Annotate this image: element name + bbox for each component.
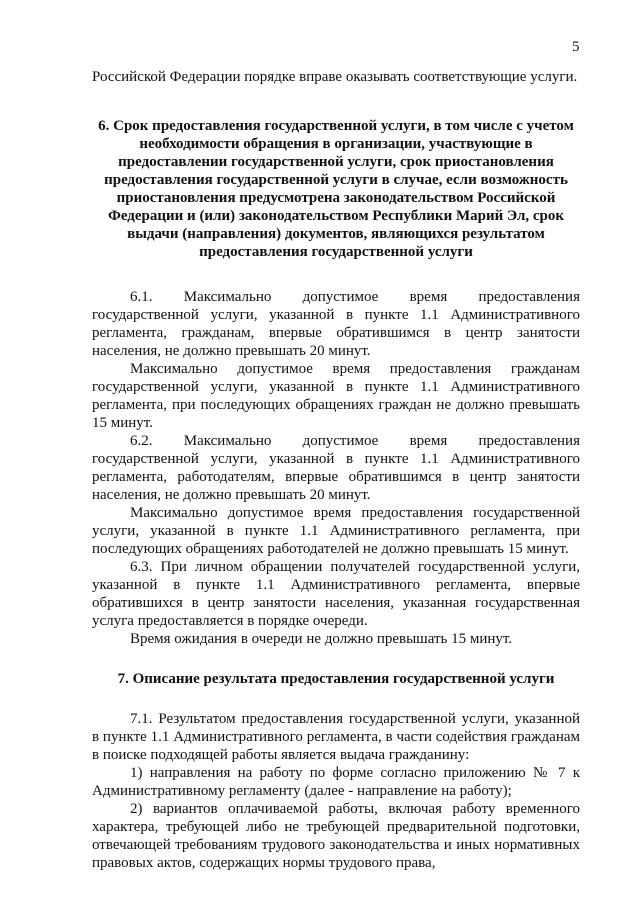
- paragraph-6-2: 6.2. Максимально допустимое время предоставления государственной услуги, указанной в пункте 1.1 Административного регламента, работодателям, впервые обратившимся в центр занятости населения, не должно превышать 20 минут.: [92, 433, 580, 503]
- list-item-1: 1) направления на работу по форме согласно приложению № 7 к Административному регламенту (далее - направление на работу);: [92, 765, 580, 799]
- paragraph-7-1: 7.1. Результатом предоставления государственной услуги, указанной в пункте 1.1 Административного регламента, в части содействия гражданам в поиске подходящей работы является выдача гражданину:: [92, 711, 580, 763]
- paragraph-6-1-repeat: Максимально допустимое время предоставления гражданам государственной услуги, указанной в пункте 1.1 Административного регламента, при последующих обращениях граждан не должно превышать 15 минут.: [92, 361, 580, 431]
- document-body: [92, 68, 580, 872]
- intro-paragraph: Российской Федерации порядке вправе оказывать соответствующие услуги.: [92, 69, 578, 85]
- paragraph-waiting-time: Время ожидания в очереди не должно превышать 15 минут.: [130, 631, 513, 647]
- paragraph-6-1: 6.1. Максимально допустимое время предоставления государственной услуги, указанной в пункте 1.1 Административного регламента, гражданам, впервые обратившимся в центр занятости населения, не должно превышать 20 минут.: [92, 289, 580, 359]
- paragraph-6-2-repeat: Максимально допустимое время предоставления государственной услуги, указанной в пункте 1.1 Административного регламента, при последующих обращениях работодателей не должно превышать 15 минут.: [92, 505, 580, 557]
- section-7-heading: 7. Описание результата предоставления государственной услуги: [117, 671, 555, 687]
- section-6-heading: 6. Срок предоставления государственной услуги, в том числе с учетом необходимости обращения в организации, участвующие в предоставлении государственной услуги, срок приостановления предоставления государственной услуги в случае, если возможность приостановления предусмотрена законодательством Российской Федерации и (или) законодательством Республики Марий Эл, срок выдачи (направления) документов, являющихся результатом предоставления государственной услуги: [98, 118, 574, 260]
- page-number: 5: [572, 39, 580, 55]
- paragraph-6-3: 6.3. При личном обращении получателей государственной услуги, указанной в пункте 1.1 Административного регламента, впервые обратившихся в центр занятости населения, указанная государственная услуга предоставляется в порядке очереди.: [92, 559, 580, 629]
- list-item-2: 2) вариантов оплачиваемой работы, включая работу временного характера, требующей либо не требующей предварительной подготовки, отвечающей требованиям трудового законодательства и иных нормативных правовых актов, содержащих нормы трудового права,: [92, 801, 580, 871]
